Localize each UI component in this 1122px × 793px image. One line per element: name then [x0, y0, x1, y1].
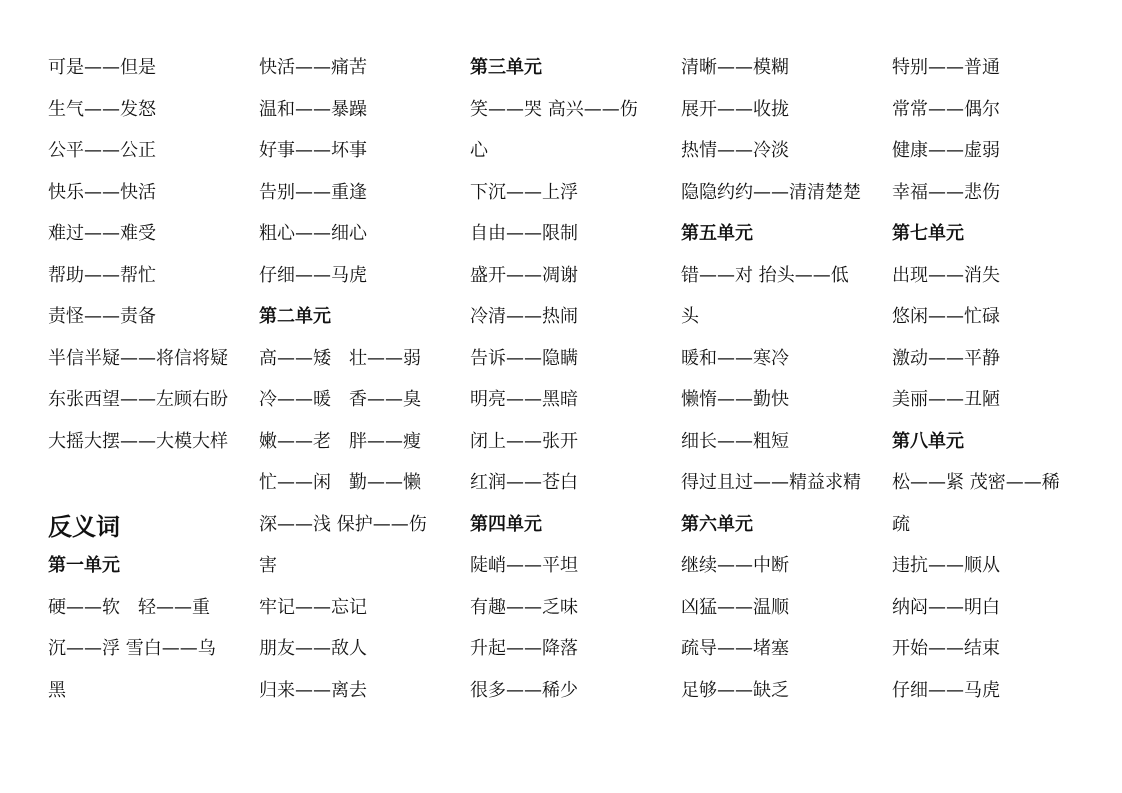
antonym-pair: 违抗——顺从 [892, 555, 1000, 576]
antonym-pair: 凶猛——温顺 [681, 596, 789, 618]
antonym-pair: 头 [681, 306, 699, 327]
antonym-pair: 松——紧 茂密——稀 [892, 472, 1060, 493]
antonym-pair: 生气——发怒 [48, 98, 156, 120]
document-title: 反义词 [48, 512, 120, 541]
column-4 [681, 54, 881, 718]
antonym-pair: 开始——结束 [892, 638, 1000, 659]
antonym-pair: 红润——苍白 [470, 472, 578, 493]
antonym-pair: 温和——暴躁 [259, 98, 367, 120]
antonym-pair: 出现——消失 [892, 264, 1000, 286]
antonym-pair: 公平——公正 [48, 140, 156, 161]
antonym-pair: 激动——平静 [892, 347, 1000, 369]
antonym-pair: 美丽——丑陋 [892, 389, 1000, 410]
antonym-pair: 心 [470, 140, 488, 161]
antonym-pair: 高——矮 壮——弱 [259, 347, 421, 369]
antonym-pair: 大摇大摆——大模大样 [48, 430, 228, 452]
antonym-pair: 牢记——忘记 [259, 596, 367, 618]
antonym-pair: 朋友——敌人 [259, 638, 367, 659]
antonym-pair: 清晰——模糊 [681, 57, 789, 78]
antonym-pair: 常常——偶尔 [892, 98, 1000, 120]
antonym-pair: 特别——普通 [892, 57, 1000, 78]
antonym-pair: 细长——粗短 [681, 430, 789, 452]
unit-heading: 第三单元 [470, 57, 542, 78]
antonym-pair: 告诉——隐瞒 [470, 347, 578, 369]
antonym-pair: 疏导——堵塞 [681, 638, 789, 659]
antonym-pair: 帮助——帮忙 [48, 264, 156, 286]
unit-heading: 第八单元 [892, 430, 964, 452]
antonym-pair: 升起——降落 [470, 638, 578, 659]
antonym-pair: 难过——难受 [48, 223, 156, 244]
antonym-pair: 疏 [892, 513, 910, 535]
column-2 [259, 54, 459, 718]
antonym-pair: 冷——暖 香——臭 [259, 389, 421, 410]
antonym-pair: 沉——浮 雪白——乌 [48, 638, 216, 659]
antonym-pair: 粗心——细心 [259, 223, 367, 244]
antonym-pair: 足够——缺乏 [681, 679, 789, 701]
antonym-pair: 自由——限制 [470, 223, 578, 244]
antonym-pair: 明亮——黑暗 [470, 389, 578, 410]
unit-heading: 第四单元 [470, 513, 542, 535]
antonym-pair: 告别——重逢 [259, 181, 367, 203]
antonym-pair: 盛开——凋谢 [470, 264, 578, 286]
unit-heading: 第二单元 [259, 306, 331, 327]
antonym-pair: 很多——稀少 [470, 679, 578, 701]
antonym-pair: 深——浅 保护——伤 [259, 513, 427, 535]
antonym-pair: 幸福——悲伤 [892, 181, 1000, 203]
antonym-pair: 快活——痛苦 [259, 57, 367, 78]
column-3 [470, 54, 670, 718]
unit-heading: 第五单元 [681, 223, 753, 244]
antonym-pair: 下沉——上浮 [470, 181, 578, 203]
antonym-pair: 暖和——寒冷 [681, 347, 789, 369]
antonym-pair: 闭上——张开 [470, 430, 578, 452]
antonym-pair: 纳闷——明白 [892, 596, 1000, 618]
unit-heading: 第七单元 [892, 223, 964, 244]
unit-heading: 第六单元 [681, 513, 753, 535]
antonym-pair: 健康——虚弱 [892, 140, 1000, 161]
antonym-pair: 仔细——马虎 [892, 679, 1000, 701]
antonym-pair: 笑——哭 高兴——伤 [470, 98, 638, 120]
antonym-pair: 忙——闲 勤——懒 [259, 472, 421, 493]
antonym-pair: 错——对 抬头——低 [681, 264, 849, 286]
antonym-pair: 陡峭——平坦 [470, 555, 578, 576]
antonym-pair: 有趣——乏味 [470, 596, 578, 618]
antonym-pair: 东张西望——左顾右盼 [48, 389, 228, 410]
column-5 [892, 54, 1092, 718]
antonym-pair: 隐隐约约——清清楚楚 [681, 181, 861, 203]
antonym-pair: 害 [259, 555, 277, 576]
antonym-pair: 半信半疑——将信将疑 [48, 347, 228, 369]
antonym-pair: 嫩——老 胖——瘦 [259, 430, 421, 452]
antonym-pair: 懒惰——勤快 [681, 389, 789, 410]
antonym-pair: 展开——收拢 [681, 98, 789, 120]
column-1 [48, 54, 248, 718]
antonym-pair: 热情——冷淡 [681, 140, 789, 161]
unit-heading: 第一单元 [48, 555, 120, 576]
antonym-pair: 归来——离去 [259, 679, 367, 701]
antonym-pair: 得过且过——精益求精 [681, 472, 861, 493]
antonym-pair: 快乐——快活 [48, 181, 156, 203]
antonym-pair: 责怪——责备 [48, 306, 156, 327]
antonym-pair: 硬——软 轻——重 [48, 596, 210, 618]
antonym-pair: 冷清——热闹 [470, 306, 578, 327]
blank-line [48, 469, 248, 511]
antonym-pair: 仔细——马虎 [259, 264, 367, 286]
antonym-pair: 可是——但是 [48, 57, 156, 78]
antonym-pair: 好事——坏事 [259, 140, 367, 161]
antonym-pair: 悠闲——忙碌 [892, 306, 1000, 327]
antonym-pair: 黑 [48, 679, 66, 701]
antonym-pair: 继续——中断 [681, 555, 789, 576]
